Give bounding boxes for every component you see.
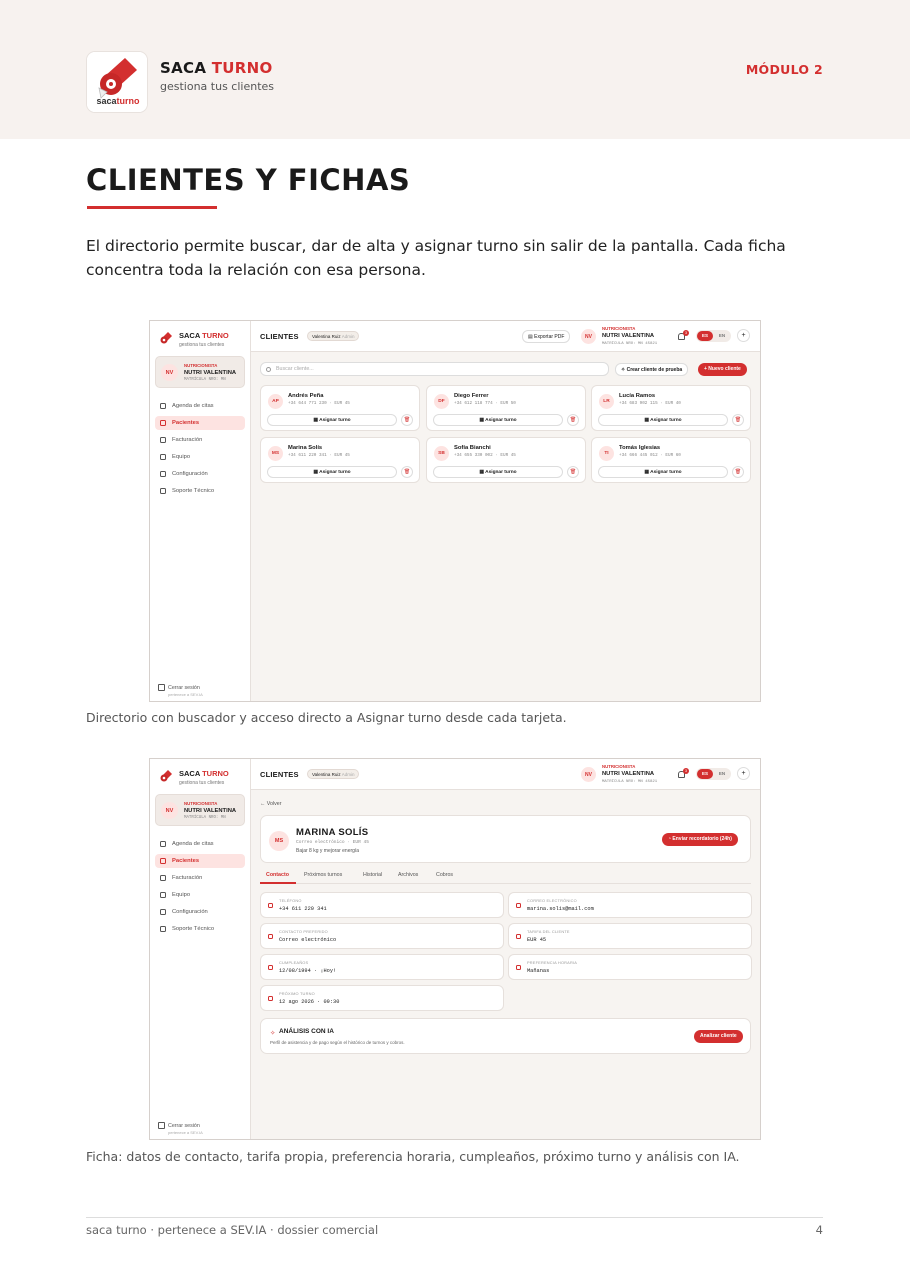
notification-badge: 3	[683, 330, 689, 336]
sidebar-item-soporte[interactable]	[155, 484, 245, 498]
tag-icon	[516, 934, 521, 939]
section-title: CLIENTES	[260, 332, 299, 341]
sidebar	[150, 759, 251, 1139]
avatar: SB	[434, 446, 449, 461]
caption-profile: Ficha: datos de contacto, tarifa propia, preferencia horaria, cumpleaños, próximo turno y análisis con IA.	[86, 1149, 740, 1164]
brand-tagline: gestiona tus clientes	[160, 80, 275, 93]
logout-label: Cerrar sesión	[168, 1122, 200, 1129]
sidebar-item-label: Facturación	[172, 437, 203, 443]
profile-role: NUTRICIONISTA	[184, 801, 218, 806]
calendar-icon	[160, 403, 166, 409]
profile-matricula: MATRÍCULA NRO: MN 45821	[602, 342, 658, 346]
trash-icon[interactable]: 🗑	[567, 414, 579, 426]
brand-part1: SACA	[179, 769, 200, 778]
screenshot-client-profile	[149, 758, 761, 1140]
field-value: Correo electrónico	[279, 937, 337, 943]
screenshot-directory	[149, 320, 761, 702]
trash-icon[interactable]: 🗑	[732, 414, 744, 426]
ai-title: ANÁLISIS CON IA	[279, 1028, 334, 1035]
headset-icon	[160, 926, 166, 932]
language-toggle[interactable]	[696, 768, 731, 780]
avatar: MS	[269, 831, 289, 851]
brand-name	[160, 59, 273, 77]
svg-text:sacaturno: sacaturno	[96, 96, 140, 106]
assign-label: Asignar turno	[319, 418, 351, 423]
client-meta: +34 666 445 012 · EUR 60	[619, 453, 681, 458]
sidebar-item-label: Agenda de citas	[172, 841, 214, 847]
new-client-button[interactable]: + Nuevo cliente	[698, 363, 747, 376]
section-title: CLIENTES	[260, 770, 299, 779]
intro-paragraph: El directorio permite buscar, dar de alta y asignar turno sin salir de la pantalla. Cada ficha concentra toda la relación con esa persona.	[86, 237, 786, 279]
assign-label: Asignar turno	[485, 418, 517, 423]
trash-icon[interactable]: 🗑	[732, 466, 744, 478]
footer-text: saca turno · pertenece a SEV.IA · dossier comercial	[86, 1223, 379, 1237]
sidebar-brand	[179, 331, 229, 340]
sidebar-item-configuracion[interactable]	[155, 905, 245, 919]
profile-name: NUTRI VALENTINA	[184, 370, 237, 376]
lang-en[interactable]: EN	[718, 771, 726, 776]
assign-turn-button[interactable]	[433, 466, 563, 478]
profile-name: NUTRI VALENTINA	[602, 333, 655, 339]
brand-part2: TURNO	[202, 331, 229, 340]
sidebar-item-equipo[interactable]	[155, 450, 245, 464]
field-tarifa	[508, 923, 752, 949]
field-preferencia-horaria	[508, 954, 752, 980]
profile-card[interactable]	[155, 356, 245, 388]
sidebar-item-pacientes[interactable]	[155, 854, 245, 868]
tab-bar	[260, 870, 751, 884]
field-value: 12/08/1994 · ¡Hoy!	[279, 968, 337, 974]
assign-turn-button[interactable]	[598, 466, 728, 478]
sidebar-item-pacientes[interactable]	[155, 416, 245, 430]
test-client-label: Crear cliente de prueba	[626, 367, 683, 373]
language-toggle[interactable]	[696, 330, 731, 342]
sidebar-tagline: gestiona tus clientes	[179, 780, 225, 786]
client-goal: Bajar 8 kg y mejorar energía	[296, 848, 360, 854]
lang-es[interactable]: ES	[697, 331, 713, 341]
profile-role: NUTRICIONISTA	[602, 764, 636, 769]
field-label: PRÓXIMO TURNO	[279, 991, 315, 996]
chat-icon	[268, 934, 273, 939]
logout-icon	[158, 1122, 165, 1129]
profile-matricula: MATRÍCULA NRO: MN 45821	[602, 780, 658, 784]
field-proximo-turno	[260, 985, 504, 1011]
sidebar-item-label: Soporte Técnico	[172, 926, 215, 932]
lang-en[interactable]: EN	[718, 333, 726, 338]
field-label: PREFERENCIA HORARIA	[527, 960, 578, 965]
client-card[interactable]	[426, 437, 586, 483]
cake-icon	[268, 965, 273, 970]
profile-name: NUTRI VALENTINA	[602, 771, 655, 777]
profile-name: NUTRI VALENTINA	[184, 808, 237, 814]
sidebar-item-label: Configuración	[172, 909, 208, 915]
brand-part1: SACA	[160, 59, 207, 77]
search-placeholder: Buscar cliente...	[276, 366, 314, 372]
brand-part2: TURNO	[202, 769, 229, 778]
tab-contacto[interactable]: Contacto	[266, 872, 289, 878]
sidebar-item-label: Soporte Técnico	[172, 488, 215, 494]
client-name: Andrés Peña	[288, 393, 324, 399]
users-icon	[160, 858, 166, 864]
user-chip[interactable]	[307, 331, 359, 341]
powered-by: pertenece a SEV.IA	[168, 692, 203, 697]
powered-by: pertenece a SEV.IA	[168, 1130, 203, 1135]
client-meta: +34 644 771 230 · EUR 45	[288, 401, 350, 406]
tab-cobros[interactable]: Cobros	[436, 872, 454, 878]
ai-analysis-card	[260, 1018, 751, 1054]
logo-icon	[87, 52, 148, 113]
client-name: Lucía Ramos	[619, 393, 656, 399]
client-header-card	[260, 815, 751, 863]
field-label: TARIFA DEL CLIENTE	[527, 929, 570, 934]
page-number: 4	[815, 1223, 823, 1237]
client-meta: +34 612 118 774 · EUR 50	[454, 401, 516, 406]
sidebar-item-configuracion[interactable]	[155, 467, 245, 481]
sidebar-item-facturacion[interactable]	[155, 433, 245, 447]
search-input[interactable]	[260, 362, 609, 376]
plus-button[interactable]: +	[737, 329, 750, 342]
calendar-icon: ▦	[644, 418, 651, 423]
lang-es[interactable]: ES	[697, 769, 713, 779]
users-icon	[160, 420, 166, 426]
sidebar-item-label: Configuración	[172, 471, 208, 477]
bell-icon	[268, 996, 273, 1001]
sidebar-item-label: Pacientes	[172, 420, 200, 426]
field-telefono	[260, 892, 504, 918]
calendar-icon: ▦	[313, 418, 320, 423]
tab-archivos[interactable]: Archivos	[398, 872, 419, 878]
export-label: Exportar PDF	[534, 334, 565, 340]
sidebar-item-agenda[interactable]	[155, 399, 245, 413]
analyze-client-button[interactable]: Analizar cliente	[694, 1030, 743, 1043]
field-correo	[508, 892, 752, 918]
client-card[interactable]	[426, 385, 586, 431]
sidebar-item-label: Pacientes	[172, 858, 200, 864]
calendar-icon: ▦	[644, 470, 651, 475]
assign-turn-button[interactable]	[433, 414, 563, 426]
sidebar-item-label: Equipo	[172, 454, 191, 460]
trash-icon[interactable]: 🗑	[401, 414, 413, 426]
user-name: Valentina Ruiz	[312, 334, 341, 339]
trash-icon[interactable]: 🗑	[567, 466, 579, 478]
tab-proximos-turnos[interactable]: Próximos turnos	[304, 872, 343, 878]
app-logo	[86, 51, 148, 113]
send-reminder-button[interactable]	[662, 833, 738, 846]
logo-icon	[158, 330, 174, 346]
client-name: Tomás Iglesias	[619, 445, 661, 451]
client-card[interactable]	[260, 437, 420, 483]
calendar-icon: ▦	[479, 418, 486, 423]
field-value: 12 ago 2026 · 09:30	[279, 999, 340, 1005]
assign-label: Asignar turno	[650, 470, 682, 475]
notification-badge: 3	[683, 768, 689, 774]
calendar-icon: ▦	[313, 470, 320, 475]
avatar: TI	[599, 446, 614, 461]
module-label: MÓDULO 2	[745, 62, 823, 77]
avatar[interactable]: NV	[581, 329, 596, 344]
logout-icon	[158, 684, 165, 691]
logout-button[interactable]	[158, 1122, 200, 1129]
client-card[interactable]	[260, 385, 420, 431]
back-link[interactable]: ← Volver	[260, 801, 282, 807]
mail-icon	[516, 903, 521, 908]
field-value: +34 611 220 341	[279, 906, 327, 912]
profile-matricula: MATRÍCULA NRO: MN	[184, 816, 226, 820]
assign-turn-button[interactable]	[267, 414, 397, 426]
client-card[interactable]	[591, 437, 751, 483]
sparkle-icon: ✧	[621, 367, 627, 373]
client-name: Marina Solís	[288, 445, 323, 451]
brand-part1: SACA	[179, 331, 200, 340]
reminder-label: Enviar recordatorio (24h)	[672, 836, 732, 842]
profile-matricula: MATRÍCULA NRO: MN	[184, 378, 226, 382]
team-icon	[160, 454, 166, 460]
field-value: Mañanas	[527, 968, 550, 974]
assign-label: Asignar turno	[319, 470, 351, 475]
top-bar	[251, 759, 760, 790]
brand-part2: TURNO	[211, 59, 273, 77]
client-meta: Correo electrónico · EUR 45	[296, 840, 369, 845]
bell-icon: ◔	[668, 836, 673, 842]
profile-card[interactable]	[155, 794, 245, 826]
avatar[interactable]: NV	[581, 767, 596, 782]
phone-icon	[268, 903, 273, 908]
caption-directory: Directorio con buscador y acceso directo a Asignar turno desde cada tarjeta.	[86, 710, 567, 725]
file-icon: ▤	[528, 334, 535, 340]
field-contacto-preferido	[260, 923, 504, 949]
profile-role: NUTRICIONISTA	[602, 326, 636, 331]
search-icon	[266, 367, 271, 372]
export-pdf-button[interactable]	[522, 330, 570, 343]
invoice-icon	[160, 875, 166, 881]
field-label: TELÉFONO	[279, 898, 302, 903]
user-role: Admin	[341, 334, 355, 339]
avatar: AP	[268, 394, 283, 409]
tab-historial[interactable]: Historial	[363, 872, 383, 878]
avatar: DF	[434, 394, 449, 409]
field-value: EUR 45	[527, 937, 547, 943]
trash-icon[interactable]: 🗑	[401, 466, 413, 478]
logout-button[interactable]	[158, 684, 200, 691]
gear-icon	[160, 909, 166, 915]
avatar: LR	[599, 394, 614, 409]
assign-label: Asignar turno	[485, 470, 517, 475]
sparkle-icon: ✧	[270, 1030, 276, 1037]
sidebar-item-facturacion[interactable]	[155, 871, 245, 885]
clock-icon	[516, 965, 521, 970]
client-meta: +34 611 220 341 · EUR 45	[288, 453, 350, 458]
page-title: CLIENTES Y FICHAS	[86, 163, 411, 197]
client-name: Diego Ferrer	[454, 393, 489, 399]
assign-turn-button[interactable]	[267, 466, 397, 478]
client-card[interactable]	[591, 385, 751, 431]
field-cumpleanos	[260, 954, 504, 980]
ai-subtitle: Perfil de asistencia y de pago según el histórico de turnos y cobros.	[270, 1040, 405, 1045]
team-icon	[160, 892, 166, 898]
field-label: CONTACTO PREFERIDO	[279, 929, 328, 934]
headset-icon	[160, 488, 166, 494]
gear-icon	[160, 471, 166, 477]
sidebar-item-label: Facturación	[172, 875, 203, 881]
sidebar-item-agenda[interactable]	[155, 837, 245, 851]
sidebar	[150, 321, 251, 701]
client-meta: +34 655 330 002 · EUR 45	[454, 453, 516, 458]
sidebar-brand	[179, 769, 229, 778]
assign-label: Asignar turno	[650, 418, 682, 423]
client-meta: +34 683 902 115 · EUR 40	[619, 401, 681, 406]
user-role: Admin	[341, 772, 355, 777]
client-name: MARINA SOLÍS	[296, 827, 369, 838]
title-underline	[87, 206, 217, 209]
logo-icon	[158, 768, 174, 784]
sidebar-item-label: Agenda de citas	[172, 403, 214, 409]
client-name: Sofía Bianchi	[454, 445, 491, 451]
field-value: marina.solis@mail.com	[527, 906, 594, 912]
logout-label: Cerrar sesión	[168, 684, 200, 691]
avatar: NV	[161, 802, 178, 819]
plus-button[interactable]: +	[737, 767, 750, 780]
avatar: MS	[268, 446, 283, 461]
user-chip[interactable]	[307, 769, 359, 779]
sidebar-tagline: gestiona tus clientes	[179, 342, 225, 348]
sidebar-item-label: Equipo	[172, 892, 191, 898]
sidebar-item-soporte[interactable]	[155, 922, 245, 936]
avatar: NV	[161, 364, 178, 381]
field-label: CUMPLEAÑOS	[279, 960, 309, 965]
field-label: CORREO ELECTRÓNICO	[527, 898, 577, 903]
calendar-icon	[160, 841, 166, 847]
sidebar-item-equipo[interactable]	[155, 888, 245, 902]
active-tab-indicator	[260, 882, 296, 884]
calendar-icon: ▦	[479, 470, 486, 475]
assign-turn-button[interactable]	[598, 414, 728, 426]
footer-divider	[86, 1217, 823, 1218]
user-name: Valentina Ruiz	[312, 772, 341, 777]
top-bar	[251, 321, 760, 352]
profile-role: NUTRICIONISTA	[184, 363, 218, 368]
invoice-icon	[160, 437, 166, 443]
test-client-button[interactable]	[615, 363, 688, 376]
